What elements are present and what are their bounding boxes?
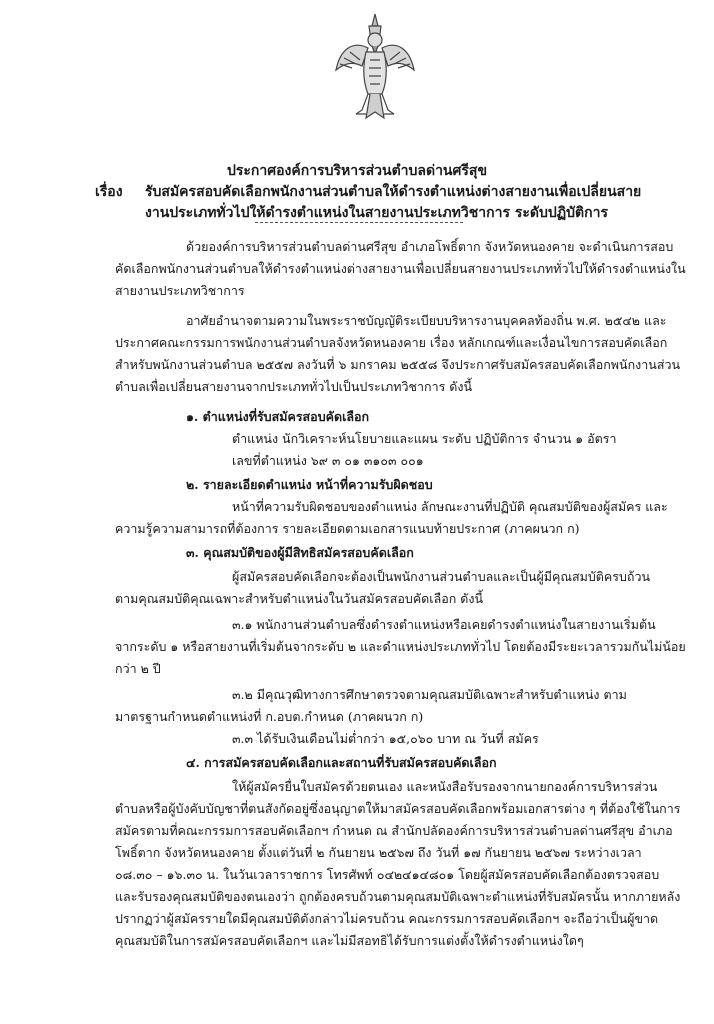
- authority-line-1: อาศัยอำนาจตามความในพระราชบัญญัติระเบียบบริหารงานบุคคลท้องถิ่น พ.ศ. ๒๕๔๒ และ: [186, 313, 667, 328]
- authority-line-2: ประกาศคณะกรรมการพนักงานส่วนตำบลจังหวัดหนองคาย เรื่อง หลักเกณฑ์และเงื่อนไขการสอบคัดเลือก: [115, 335, 668, 350]
- section-3-line-2: ตามคุณสมบัติคุณเฉพาะสำหรับตำแหน่งในวันสมัครสอบคัดเลือก ดังนี้: [115, 591, 484, 606]
- section-4-line-1: ให้ผู้สมัครยื่นใบสมัครด้วยตนเอง และหนังสือรับรองจากนายกองค์การบริหารส่วน: [232, 779, 658, 794]
- authority-line-4: ตำบลเพื่อเปลี่ยนสายงานจากประเภททั่วไปเป็นประเภทวิชาการ ดังนี้: [115, 379, 473, 394]
- garuda-emblem: [332, 10, 418, 122]
- section-3-item-1-line-3: กว่า ๒ ปี: [115, 661, 161, 676]
- section-3-heading: ๓. คุณสมบัติของผู้มีสิทธิสมัครสอบคัดเลือก: [186, 545, 414, 560]
- section-4-line-8: คุณสมบัติในการสมัครสอบคัดเลือกฯ และไม่มีสอทธิได้รับการแต่งตั้งให้ดำรงตำแหน่งใดๆ: [115, 933, 584, 948]
- section-4-heading: ๔. การสมัครสอบคัดเลือกและสถานที่รับสมัครสอบคัดเลือก: [186, 755, 497, 770]
- separator-line: [255, 222, 463, 223]
- intro-line-2: คัดเลือกพนักงานส่วนตำบลให้ดำรงตำแหน่งต่างสายงานเพื่อเปลี่ยนสายงานประเภททั่วไปให้ดำรงตำแหน่งใน: [115, 261, 686, 276]
- section-2-heading: ๒. รายละเอียดตำแหน่ง หน้าที่ความรับผิดชอบ: [186, 477, 433, 492]
- section-2-line-2: ความรู้ความสามารถที่ต้องการ รายละเอียดตามเอกสารแนบท้ายประกาศ (ภาคผนวก ก): [115, 521, 580, 536]
- section-1-heading: ๑. ตำแหน่งที่รับสมัครสอบคัดเลือก: [186, 409, 370, 424]
- authority-line-3: สำหรับพนักงานส่วนตำบล ๒๕๕๗ ลงวันที่ ๖ มกราคม ๒๕๕๘ จึงประกาศรับสมัครสอบคัดเลือกพนักงานส่วน: [115, 357, 681, 372]
- section-1-line-1: ตำแหน่ง นักวิเคราะห์นโยบายและแผน ระดับ ปฏิบัติการ จำนวน ๑ อัตรา: [232, 431, 617, 446]
- section-2-line-1: หน้าที่ความรับผิดชอบของตำแหน่ง ลักษณะงานที่ปฏิบัติ คุณสมบัติของผู้สมัคร และ: [232, 499, 668, 514]
- section-4-line-6: และรับรองคุณสมบัติของตนเองว่า ถูกต้องครบถ้วนตามคุณสมบัติเฉพาะตำแหน่งที่รับสมัครนั้น หากภายหลัง: [115, 889, 681, 904]
- section-3-item-1-line-2: จากระดับ ๑ หรือสายงานที่เริ่มต้นจากระดับ ๒ และดำแหน่งประเภททั่วไป โดยต้องมีระยะเวลารวมกันไม่น้อย: [115, 639, 686, 654]
- section-1-line-2: เลขที่ตำแหน่ง ๖๙ ๓ ๐๑ ๓๑๐๓ ๐๐๑: [232, 453, 424, 468]
- section-4-line-4: โพธิ์ตาก จังหวัดหนองคาย ตั้งแต่วันที่ ๒ กันยายน ๒๕๖๗ ถึง วันที่ ๑๗ กันยายน ๒๕๖๗ ระหว่างเวลา: [115, 845, 642, 860]
- subject-line-1: รับสมัครสอบคัดเลือกพนักงานส่วนตำบลให้ดำรงตำแหน่งต่างสายงานเพื่อเปลี่ยนสาย: [145, 184, 642, 200]
- section-3-item-3: ๓.๓ ได้รับเงินเดือนไม่ต่ำกว่า ๑๕,๐๖๐ บาท ณ วันที่ สมัคร: [232, 731, 539, 746]
- section-3-line-1: ผู้สมัครสอบคัดเลือกจะต้องเป็นพนักงานส่วนตำบลและเป็นผู้มีคุณสมบัติครบถ้วน: [232, 569, 651, 584]
- page-title: ประกาศองค์การบริหารส่วนตำบลด่านศรีสุข: [226, 163, 488, 179]
- subject-label: เรื่อง: [95, 184, 123, 200]
- section-3-item-1-line-1: ๓.๑ พนักงานส่วนตำบลซึ่งดำรงตำแหน่งหรือเคยดำรงตำแหน่งในสายงานเริ่มต้น: [232, 617, 656, 632]
- section-4-line-5: ๐๘.๓๐ – ๑๖.๓๐ น. ในวันเวลาราชการ โทรศัพท์ ๐๔๒๔๑๔๘๐๑ โดยผู้สมัครสอบคัดเลือกต้องตรวจสอบ: [115, 867, 660, 882]
- intro-line-3: สายงานประเภทวิชาการ: [115, 283, 245, 298]
- subject-line-2: งานประเภททั่วไปให้ดำรงตำแหน่งในสายงานประเภทวิชาการ ระดับปฏิบัติการ: [145, 205, 608, 221]
- section-4-line-7: ปรากฏว่าผู้สมัครรายใดมีคุณสมบัติดังกล่าวไม่ครบถ้วน คณะกรรมการสอบคัดเลือกฯ จะถือว่าเป็นผู้ขาด: [115, 911, 659, 926]
- intro-line-1: ด้วยองค์การบริหารส่วนตำบลด่านศรีสุข อำเภอโพธิ์ตาก จังหวัดหนองคาย จะดำเนินการสอบ: [186, 239, 674, 254]
- section-3-item-2-line-2: มาตรฐานกำหนดตำแหน่งที่ ก.อบต.กำหนด (ภาคผนวก ก): [115, 709, 424, 724]
- section-4-line-2: ตำบลหรือผู้บังคับบัญชาที่ตนสังกัดอยู่ซึ่งอนุญาตให้มาสมัครสอบคัดเลือกพร้อมเอกสารต่าง ๆ ที่ต้องใช้ในการ: [115, 801, 681, 816]
- section-4-line-3: สมัครตามที่คณะกรรมการสอบคัดเลือกฯ กำหนด ณ สำนักปลัดองค์การบริหารส่วนตำบลด่านศรีสุข อำเภอ: [115, 823, 673, 838]
- section-3-item-2-line-1: ๓.๒ มีคุณวุฒิทางการศึกษาตรวจตามคุณสมบัติเฉพาะสำหรับตำแหน่ง ตาม: [232, 687, 627, 702]
